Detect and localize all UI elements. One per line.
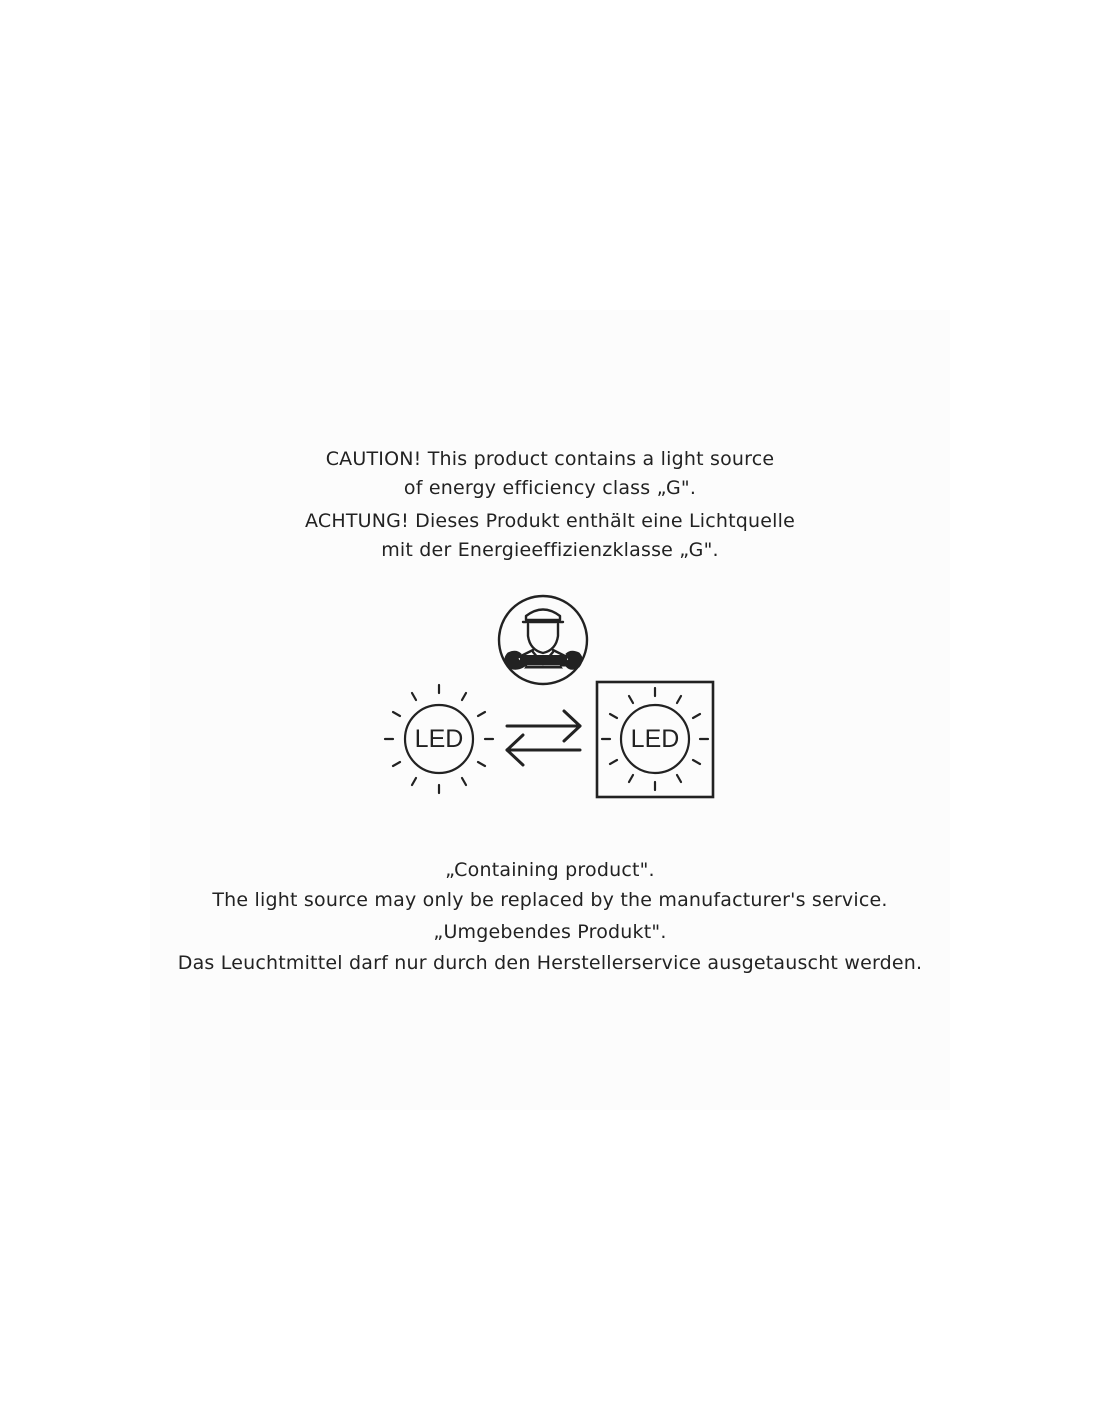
service-technician-icon bbox=[499, 596, 587, 684]
service-notice-german bbox=[0, 917, 1100, 979]
led-label-right: LED bbox=[630, 725, 680, 753]
caution-german-line-2: mit der Energieeffizienzklasse „G". bbox=[381, 539, 719, 561]
service-english-line-2: The light source may only be replaced by the manufacturer's service. bbox=[212, 889, 888, 911]
caution-german-line-1: ACHTUNG! Dieses Produkt enthält eine Lichtquelle bbox=[305, 510, 795, 532]
caution-english-line-1: CAUTION! This product contains a light source bbox=[325, 448, 775, 470]
service-notice-english bbox=[0, 855, 1100, 915]
caution-german bbox=[0, 507, 1100, 565]
led-label-left: LED bbox=[414, 725, 464, 753]
caution-english-line-2: of energy efficiency class „G". bbox=[403, 477, 697, 499]
service-german-line-2: Das Leuchtmittel darf nur durch den Herstellerservice ausgetauscht werden. bbox=[177, 952, 923, 974]
service-english-line-1: „Containing product". bbox=[445, 859, 655, 881]
swap-arrows-icon bbox=[507, 711, 580, 765]
caution-english bbox=[0, 445, 1100, 503]
service-german-line-1: „Umgebendes Produkt". bbox=[433, 921, 667, 943]
replacement-diagram bbox=[380, 592, 720, 802]
replacement-diagram-graphic bbox=[380, 592, 720, 802]
